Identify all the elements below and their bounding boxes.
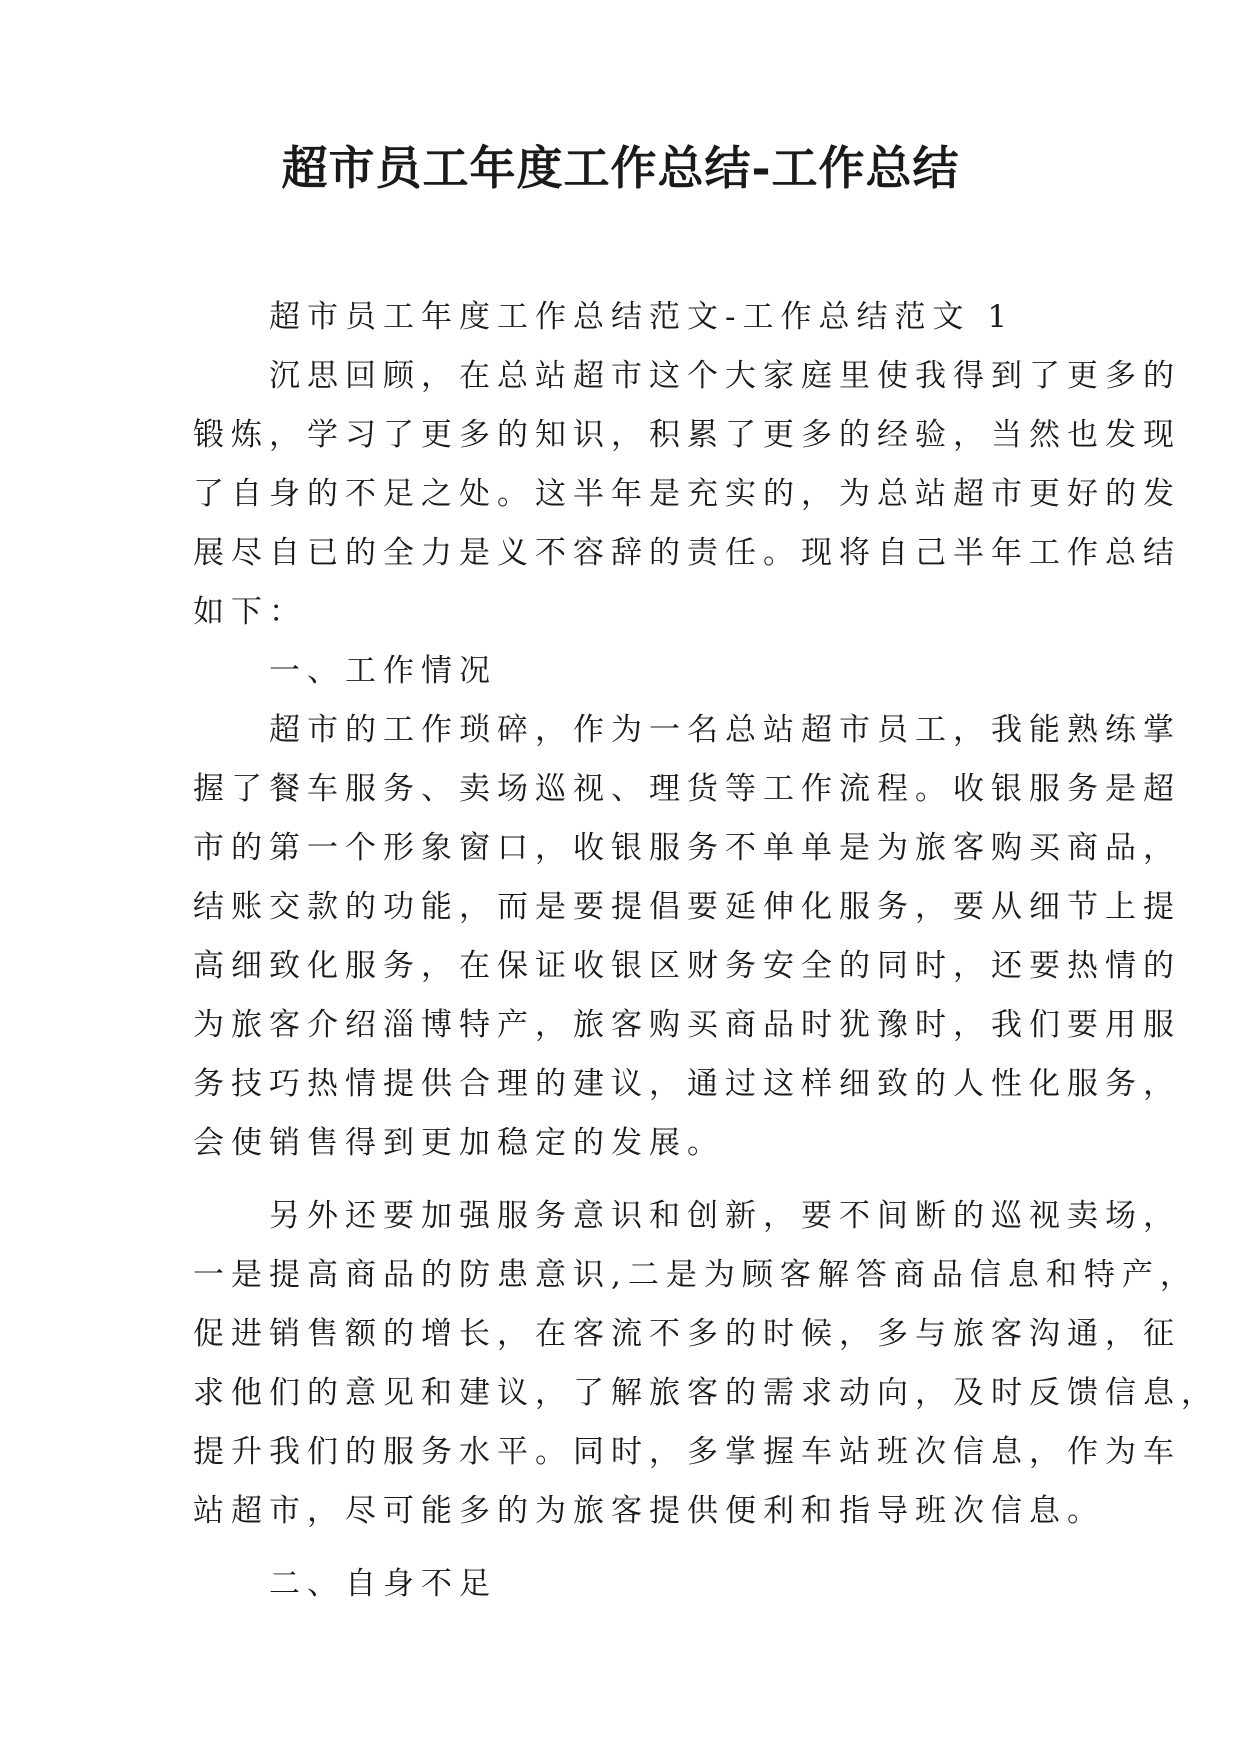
text-line: 握了餐车服务、卖场巡视、理货等工作流程。收银服务是超 [193, 771, 1181, 807]
text-line: 市的第一个形象窗口，收银服务不单单是为旅客购买商品， [193, 830, 1181, 866]
section-heading: 一、工作情况 [193, 653, 497, 689]
text-line: 促进销售额的增长，在客流不多的时候，多与旅客沟通，征 [193, 1316, 1181, 1352]
text-line: 另外还要加强服务意识和创新，要不间断的巡视卖场， [193, 1198, 1181, 1234]
text-line: 会使销售得到更加稳定的发展。 [193, 1125, 725, 1161]
section-heading: 超市员工年度工作总结范文-工作总结范文 1 [193, 299, 1015, 335]
section-heading: 二、自身不足 [193, 1566, 497, 1602]
document-body [193, 288, 1219, 1614]
page-title: 超市员工年度工作总结-工作总结 [281, 141, 960, 195]
paragraph-gap [193, 1541, 1053, 1555]
text-line: 锻炼，学习了更多的知识，积累了更多的经验，当然也发现 [193, 417, 1181, 453]
text-line: 提升我们的服务水平。同时，多掌握车站班次信息，作为车 [193, 1434, 1181, 1470]
text-line: 站超市，尽可能多的为旅客提供便利和指导班次信息。 [193, 1493, 1105, 1529]
text-line: 沉思回顾，在总站超市这个大家庭里使我得到了更多的 [193, 358, 1181, 394]
text-line: 务技巧热情提供合理的建议，通过这样细致的人性化服务， [193, 1066, 1181, 1102]
text-line: 求他们的意见和建议，了解旅客的需求动向，及时反馈信息， [193, 1375, 1219, 1411]
text-line: 为旅客介绍淄博特产，旅客购买商品时犹豫时，我们要用服 [193, 1007, 1181, 1043]
text-line: 了自身的不足之处。这半年是充实的，为总站超市更好的发 [193, 476, 1181, 512]
text-line: 结账交款的功能，而是要提倡要延伸化服务，要从细节上提 [193, 889, 1181, 925]
paragraph-gap [193, 1173, 1053, 1187]
text-line: 高细致化服务，在保证收银区财务安全的同时，还要热情的 [193, 948, 1181, 984]
text-line: 展尽自已的全力是义不容辞的责任。现将自己半年工作总结 [193, 535, 1181, 571]
text-line: 超市的工作琐碎，作为一名总站超市员工，我能熟练掌 [193, 712, 1181, 748]
text-line: 一是提高商品的防患意识,二是为顾客解答商品信息和特产， [193, 1257, 1198, 1293]
text-line: 如下： [193, 594, 307, 630]
